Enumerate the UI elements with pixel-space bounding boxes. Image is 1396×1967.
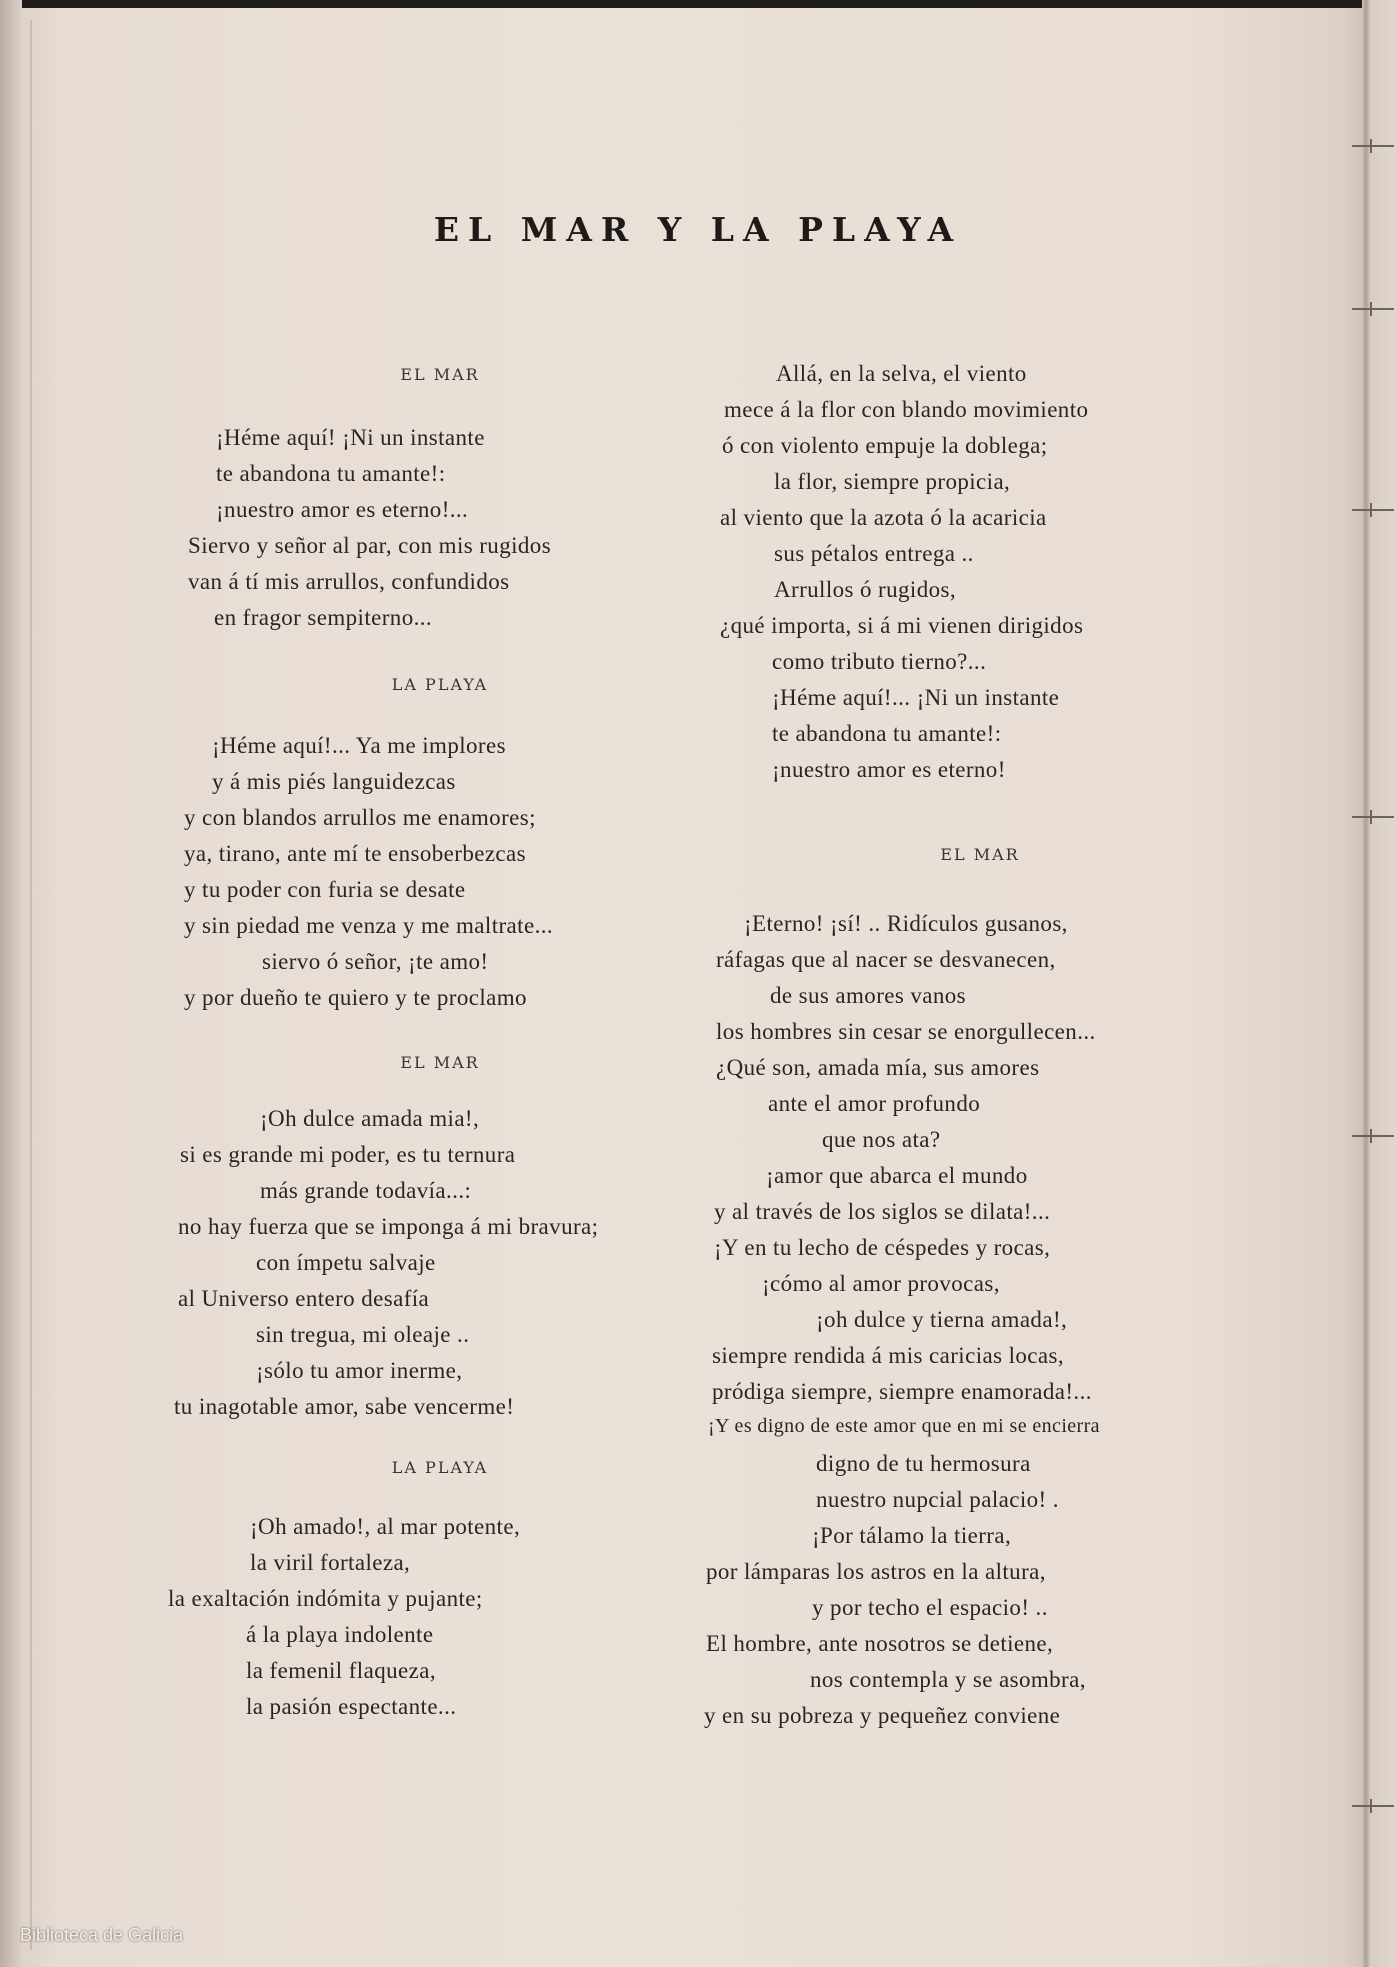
verse-line: ¡nuestro amor es eterno! <box>772 757 1006 782</box>
verse-line: Siervo y señor al par, con mis rugidos <box>188 533 552 558</box>
verse-line: ¡Oh dulce amada mia!, <box>260 1106 480 1131</box>
binding-thread-mark <box>1352 816 1394 818</box>
verse-line: ¡cómo al amor provocas, <box>762 1271 1000 1296</box>
verse-line: te abandona tu amante!: <box>216 461 446 486</box>
verse-line: ó con violento empuje la doblega; <box>722 433 1048 458</box>
verse-line: tu inagotable amor, sabe vencerme! <box>174 1394 515 1419</box>
verse-line: la viril fortaleza, <box>250 1550 411 1575</box>
verse-line: los hombres sin cesar se enorgullecen... <box>716 1019 1096 1044</box>
verse-line: si es grande mi poder, es tu ternura <box>180 1142 516 1167</box>
verse-line: con ímpetu salvaje <box>256 1250 436 1275</box>
poem-title: EL MAR Y LA PLAYA <box>433 210 963 249</box>
right-page-fold <box>1362 0 1370 1967</box>
verse-line: sus pétalos entrega .. <box>774 541 974 566</box>
verse-line: ¿qué importa, si á mi vienen dirigidos <box>720 613 1084 638</box>
verse-line: y al través de los siglos se dilata!... <box>714 1199 1051 1224</box>
verse-line: de sus amores vanos <box>770 983 967 1008</box>
verse-line: ¿Qué son, amada mía, sus amores <box>716 1055 1040 1080</box>
verse-line: ¡nuestro amor es eterno!... <box>216 497 469 522</box>
binding-thread-mark <box>1352 509 1394 511</box>
verse-line: más grande todavía...: <box>260 1178 472 1203</box>
verse-line: que nos ata? <box>822 1127 941 1152</box>
verse-line: y con blandos arrullos me enamores; <box>184 805 536 830</box>
verse-line: ¡Por tálamo la tierra, <box>812 1523 1012 1548</box>
library-watermark: Biblioteca de Galicia <box>20 1925 184 1945</box>
left-page-edge <box>0 0 22 1967</box>
verse-line: te abandona tu amante!: <box>772 721 1002 746</box>
verse-line: ¡Héme aquí! ¡Ni un instante <box>216 425 485 450</box>
verse-line: Allá, en la selva, el viento <box>776 361 1027 386</box>
verse-line: El hombre, ante nosotros se detiene, <box>706 1631 1054 1656</box>
verse-line: sin tregua, mi oleaje .. <box>256 1322 470 1347</box>
speaker-heading: EL MAR <box>400 365 480 384</box>
verse-line: y á mis piés languidezcas <box>212 769 456 794</box>
speaker-heading: LA PLAYA <box>391 1458 489 1477</box>
verse-line: y sin piedad me venza y me maltrate... <box>184 913 554 938</box>
verse-line: nos contempla y se asombra, <box>810 1667 1086 1692</box>
verse-line: siervo ó señor, ¡te amo! <box>262 949 489 974</box>
speaker-heading: EL MAR <box>940 845 1020 864</box>
binding-thread-mark <box>1352 1135 1394 1137</box>
verse-line: en fragor sempiterno... <box>214 605 433 630</box>
verse-line: pródiga siempre, siempre enamorada!... <box>712 1379 1092 1404</box>
verse-line: al viento que la azota ó la acaricia <box>720 505 1047 530</box>
left-page-crease <box>30 20 32 1950</box>
verse-line: la pasión espectante... <box>246 1694 457 1719</box>
page-top-border <box>0 0 1396 8</box>
verse-line: ¡Y en tu lecho de céspedes y rocas, <box>714 1235 1051 1260</box>
verse-line: ¡amor que abarca el mundo <box>766 1163 1028 1188</box>
verse-line: la femenil flaqueza, <box>246 1658 436 1683</box>
speaker-heading: LA PLAYA <box>391 675 489 694</box>
verse-line: al Universo entero desafía <box>178 1286 430 1311</box>
verse-line: ¡Oh amado!, al mar potente, <box>250 1514 521 1539</box>
verse-line: van á tí mis arrullos, confundidos <box>188 569 510 594</box>
verse-line: siempre rendida á mis caricias locas, <box>712 1343 1064 1368</box>
verse-line: la flor, siempre propicia, <box>774 469 1011 494</box>
binding-thread-mark <box>1352 1805 1394 1807</box>
verse-line: y por dueño te quiero y te proclamo <box>184 985 527 1010</box>
verse-line: y por techo el espacio! .. <box>812 1595 1048 1620</box>
verse-line: á la playa indolente <box>246 1622 434 1647</box>
verse-line: la exaltación indómita y pujante; <box>168 1586 483 1611</box>
verse-line: por lámparas los astros en la altura, <box>706 1559 1046 1584</box>
binding-thread-mark <box>1352 308 1394 310</box>
verse-line: ¡sólo tu amor inerme, <box>256 1358 463 1383</box>
verse-line: mece á la flor con blando movimiento <box>724 397 1089 422</box>
verse-line: como tributo tierno?... <box>772 649 987 674</box>
verse-line: ¡Héme aquí!... Ya me implores <box>212 733 506 758</box>
verse-line: ¡oh dulce y tierna amada!, <box>816 1307 1068 1332</box>
verse-line: nuestro nupcial palacio! . <box>816 1487 1059 1512</box>
verse-line: ráfagas que al nacer se desvanecen, <box>716 947 1056 972</box>
verse-line: ¡Eterno! ¡sí! .. Ridículos gusanos, <box>744 911 1068 936</box>
verse-line: y en su pobreza y pequeñez conviene <box>704 1703 1061 1728</box>
binding-thread-mark <box>1352 145 1394 147</box>
speaker-heading: EL MAR <box>400 1053 480 1072</box>
verse-line: ya, tirano, ante mí te ensoberbezcas <box>184 841 527 866</box>
verse-line: y tu poder con furia se desate <box>184 877 466 902</box>
verse-line: Arrullos ó rugidos, <box>774 577 957 602</box>
verse-line: ¡Y es digno de este amor que en mi se encierra <box>708 1415 1100 1437</box>
verse-line: ante el amor profundo <box>768 1091 981 1116</box>
right-binding-strip <box>1370 0 1396 1967</box>
verse-line: no hay fuerza que se imponga á mi bravura; <box>178 1214 599 1239</box>
verse-line: digno de tu hermosura <box>816 1451 1031 1476</box>
verse-line: ¡Héme aquí!... ¡Ni un instante <box>772 685 1060 710</box>
